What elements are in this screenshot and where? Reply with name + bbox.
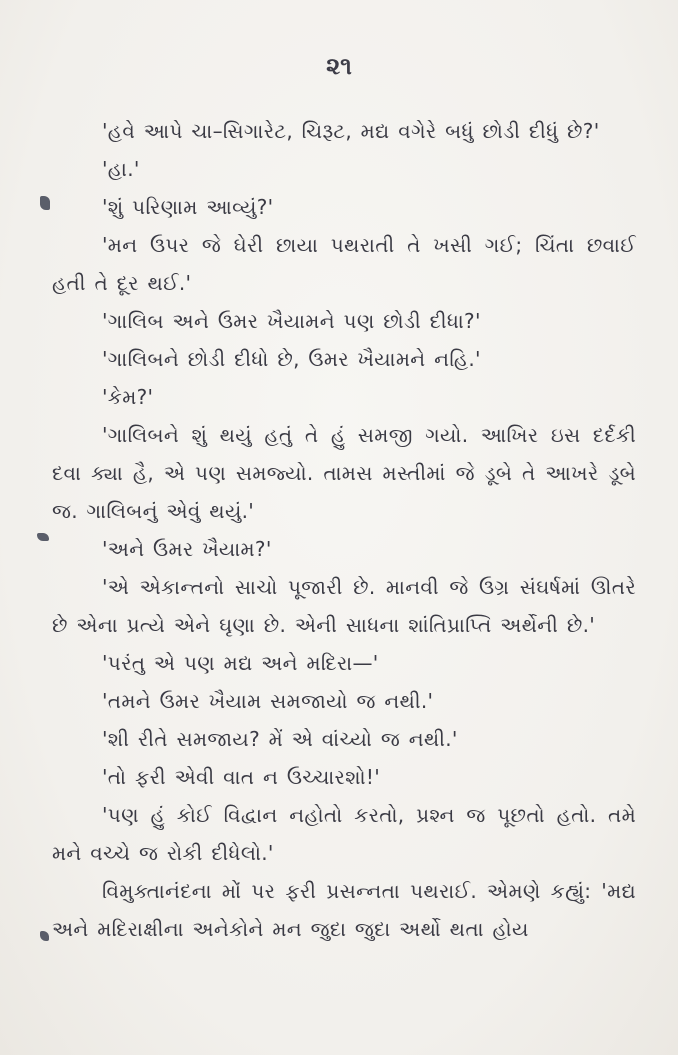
paragraph: 'શું પરિણામ આવ્યું?' [102, 195, 274, 219]
paragraph: વિમુક્તાનંદના મોં પર ફરી પ્રસન્નતા પથરાઈ. એમણે કહ્યું: 'મદ્ય અને મદિરાક્ષીના અનેકોને મન જુદા જુદા અર્થો થતા હોય [52, 879, 636, 941]
paragraph: 'અને ઉમર ખૈયામ?' [102, 537, 272, 561]
paragraph: 'કેમ?' [102, 385, 154, 409]
page-number: ૨૧ [326, 52, 352, 80]
margin-ink-mark [40, 931, 49, 941]
paragraph: 'ગાલિબને છોડી દીધો છે, ઉમર ખૈયામને નહિ.' [102, 347, 481, 371]
paragraph: 'હા.' [102, 157, 140, 181]
paragraph: 'ગાલિબ અને ઉમર ખૈયામને પણ છોડી દીધા?' [102, 309, 481, 333]
paragraph: 'પરંતુ એ પણ મદ્ય અને મદિરા—' [102, 651, 379, 675]
body-text [52, 112, 636, 948]
paragraph: 'મન ઉપર જે ઘેરી છાયા પથરાતી તે ખસી ગઈ; ચિંતા છવાઈ હતી તે દૂર થઈ.' [52, 233, 636, 295]
paragraph: 'ગાલિબને શું થયું હતું તે હું સમજી ગયો. આખિર ઇસ દર્દકી દવા ક્યા હૈ, એ પણ સમજ્યો. તામસ મસ્તીમાં જે ડૂબે તે આખરે ડૂબે જ. ગાલિબનું એવું થયું.' [52, 423, 636, 523]
paragraph: 'શી રીતે સમજાય? મેં એ વાંચ્યો જ નથી.' [102, 727, 458, 751]
margin-ink-mark [37, 533, 49, 541]
margin-ink-mark [40, 196, 50, 210]
paragraph: 'તમને ઉમર ખૈયામ સમજાયો જ નથી.' [102, 689, 434, 713]
paragraph: 'પણ હું કોઈ વિદ્વાન નહોતો કરતો, પ્રશ્ન જ પૂછતો હતો. તમે મને વચ્ચે જ રોકી દીધેલો.' [52, 803, 636, 865]
paragraph: 'હવે આપે ચા–સિગારેટ, ચિરૂટ, મદ્ય વગેરે બધું છોડી દીધું છે?' [102, 119, 600, 143]
paragraph: 'તો ફરી એવી વાત ન ઉચ્ચારશો!' [102, 765, 381, 789]
paragraph: 'એ એકાન્તનો સાચો પૂજારી છે. માનવી જે ઉગ્ર સંઘર્ષમાં ઊતરે છે એના પ્રત્યે એને ઘૃણા છે. એની સાધના શાંતિપ્રાપ્તિ અર્થેની છે.' [52, 575, 636, 637]
